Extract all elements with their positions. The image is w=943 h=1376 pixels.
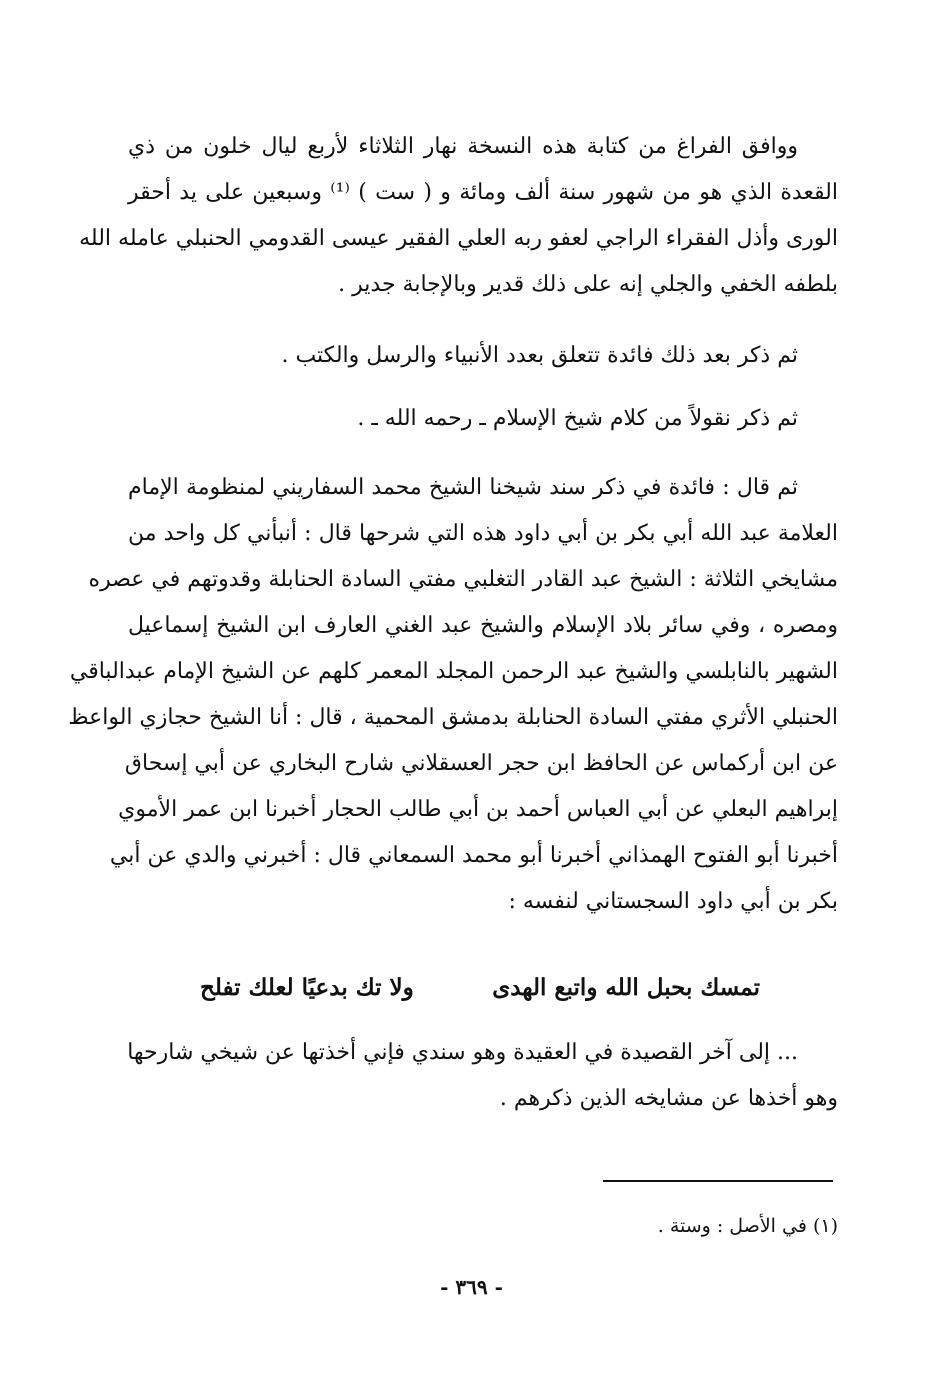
text-line: ثم قال : فائدة في ذكر سند شيخنا الشيخ محمد السفاريني لمنظومة الإمام [128, 475, 798, 500]
verse-second-hemistich: ولا تك بدعيًا لعلك تفلح [200, 973, 414, 1001]
page-number: - ٣٦٩ - [440, 1275, 503, 1299]
text-line: ... إلى آخر القصيدة في العقيدة وهو سندي فإني أخذتها عن شيخي شارحها [127, 1040, 798, 1065]
footnote-separator [603, 1180, 833, 1182]
text-line: القعدة الذي هو من شهور سنة ألف ومائة و ( ست ) ⁽¹⁾ وسبعين على يد أحقر [128, 180, 838, 205]
text-line: العلامة عبد الله أبي بكر بن أبي داود هذه التي شرحها قال : أنبأني كل واحد من [128, 521, 838, 546]
paragraph-quotes-note [128, 396, 838, 442]
text-line: بكر بن أبي داود السجستاني لنفسه : [508, 889, 838, 914]
text-line: ثم ذكر نقولاً من كلام شيخ الإسلام ـ رحمه الله ـ . [357, 406, 798, 431]
text-line: الحنبلي الأثري مفتي السادة الحنابلة بدمشق المحمية ، قال : أنا الشيخ حجازي الواعظ [68, 705, 838, 730]
paragraph-chain-of-narration [68, 465, 838, 925]
text-line: عن ابن أركماس عن الحافظ ابن حجر العسقلاني شارح البخاري عن أبي إسحاق [124, 751, 838, 776]
paragraph-colophon [79, 124, 838, 308]
text-line: بلطفه الخفي والجلي إنه على ذلك قدير وبالإجابة جدير . [338, 272, 838, 297]
footnote: (١) في الأصل : وستة . [657, 1215, 838, 1237]
text-line: الشهير بالنابلسي والشيخ عبد الرحمن المجلد المعمر كلهم عن الشيخ الإمام عبدالباقي [69, 659, 838, 684]
text-line: ووافق الفراغ من كتابة هذه النسخة نهار الثلاثاء لأربع ليال خلون من ذي [128, 134, 798, 159]
paragraph-closing [128, 1030, 838, 1122]
paragraph-prophets-note [128, 333, 838, 379]
text-line: مشايخي الثلاثة : الشيخ عبد القادر التغلبي مفتي السادة الحنابلة وقدوتهم في عصره [88, 567, 838, 592]
text-line: ومصره ، وفي سائر بلاد الإسلام والشيخ عبد الغني العارف ابن الشيخ إسماعيل [128, 613, 838, 638]
text-line: الورى وأذل الفقراء الراجي لعفو ربه العلي الفقير عيسى القدومي الحنبلي عامله الله [79, 226, 838, 251]
text-line: وهو أخذها عن مشايخه الذين ذكرهم . [499, 1086, 838, 1111]
text-line: إبراهيم البعلي عن أبي العباس أحمد بن أبي طالب الحجار أخبرنا ابن عمر الأموي [118, 797, 838, 822]
text-line: ثم ذكر بعد ذلك فائدة تتعلق بعدد الأنبياء والرسل والكتب . [281, 343, 798, 368]
verse-first-hemistich: تمسك بحبل الله واتبع الهدى [492, 973, 760, 1001]
text-line: أخبرنا أبو الفتوح الهمذاني أخبرنا أبو محمد السمعاني قال : أخبرني والدي عن أبي [109, 843, 838, 868]
poem-verse [200, 962, 760, 1012]
